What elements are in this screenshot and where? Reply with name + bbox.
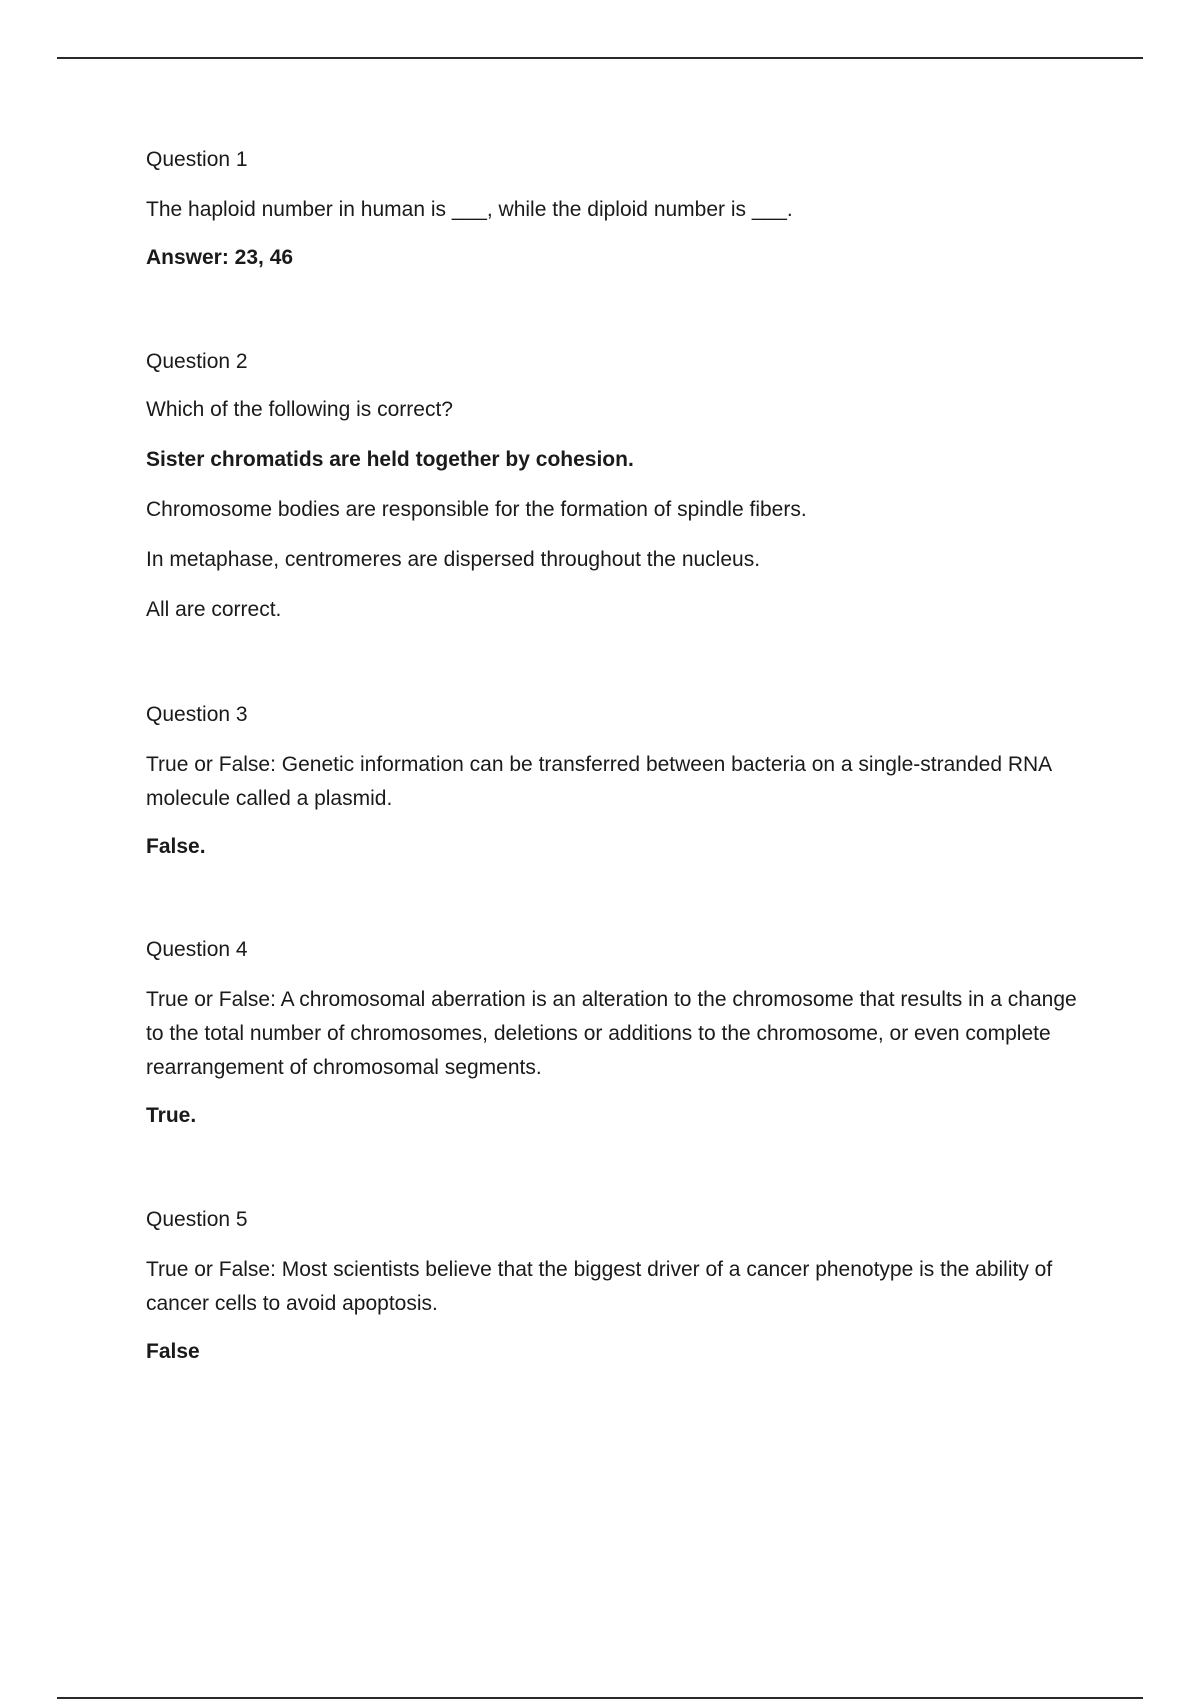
answer-option: In metaphase, centromeres are dispersed throughout the nucleus. [146,548,761,571]
question-block [146,1205,1086,1367]
question-block [146,347,807,625]
question-title: Question 1 [146,148,248,171]
question-text: True or False: Genetic information can be transferred between bacteria on a single-stranded RNA molecule called a plasmid. [146,753,1052,810]
question-text: Which of the following is correct? [146,398,453,421]
bottom-divider [57,1697,1143,1699]
top-divider [57,57,1143,59]
answer-option: All are correct. [146,598,282,621]
question-block [146,935,1086,1131]
question-title: Question 5 [146,1208,248,1231]
question-title: Question 4 [146,938,248,961]
question-answer: False. [146,835,206,858]
question-block [146,145,793,273]
answer-option: Chromosome bodies are responsible for the formation of spindle fibers. [146,498,807,521]
question-text: True or False: A chromosomal aberration is an alteration to the chromosome that results in a change to the total number of chromosomes, deletions or additions to the chromosome, or even complete rearrangement of chromosomal segments. [146,988,1077,1079]
question-answer: Answer: 23, 46 [146,246,294,269]
question-answer: False [146,1340,200,1363]
question-block [146,700,1086,862]
question-answer: True. [146,1104,197,1127]
answer-option-correct: Sister chromatids are held together by cohesion. [146,448,634,471]
question-text: True or False: Most scientists believe that the biggest driver of a cancer phenotype is the ability of cancer cells to avoid apoptosis. [146,1258,1053,1315]
question-title: Question 3 [146,703,248,726]
question-title: Question 2 [146,350,248,373]
question-text: The haploid number in human is ___, while the diploid number is ___. [146,198,793,221]
